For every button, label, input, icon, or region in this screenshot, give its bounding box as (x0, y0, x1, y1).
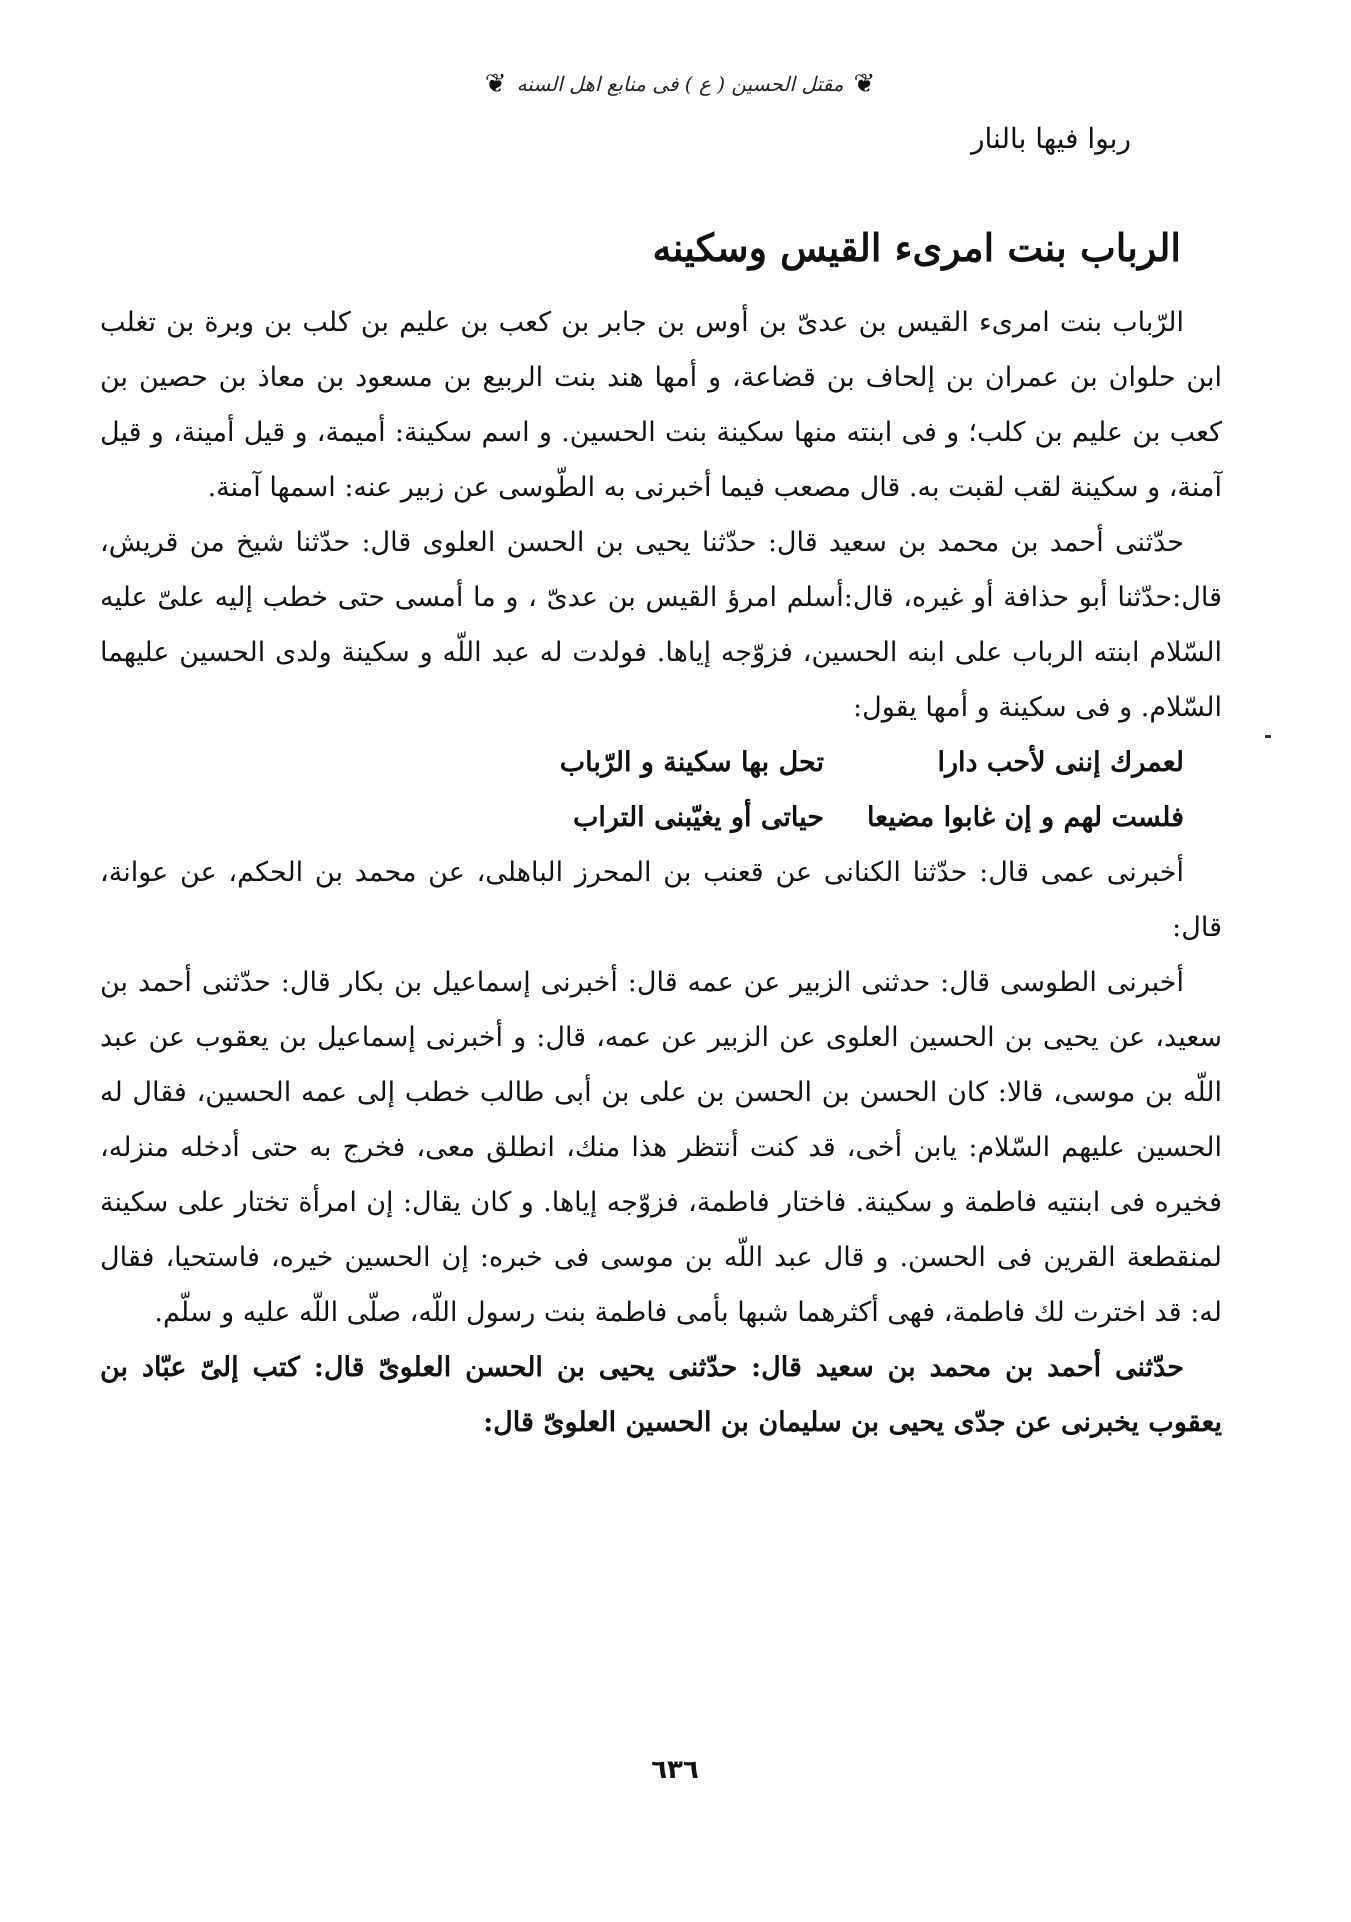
page-number: ٦٣٦ (651, 1755, 699, 1785)
continuation-line: ربوا فيها بالنار (971, 122, 1131, 155)
paragraph-4: أخبرنى الطوسى قال: حدثنى الزبير عن عمه قال: أخبرنى إسماعيل بن بكار قال: حدّثنى أحمد بن سعيد، عن يحيى بن الحسين العلوى عن الزبير عن عمه، قال: و أخبرنى إسماعيل بن يعقوب عن عبد اللّه بن موسى، قالا: كان الحسن بن الحسن بن على بن أبى طالب خطب إلى عمه الحسين، فقال له الحسين عليهم السّلام: يابن أخى، قد كنت أنتظر هذا منك، انطلق معى، فخرج به حتى أدخله منزله، فخيره فى ابنتيه فاطمة و سكينة. فاختار فاطمة، فزوّجه إياها. و كان يقال: إن امرأة تختار على سكينة لمنقطعة القرين فى الحسن. و قال عبد اللّه بن موسى فى خبره: إن الحسين خيره، فاستحيا، فقال له: قد اخترت لك فاطمة، فهى أكثرهما شبها بأمى فاطمة بنت رسول اللّه، صلّى اللّه عليه و سلّم. (100, 967, 1222, 1328)
paragraph-5: حدّثنى أحمد بن محمد بن سعيد قال: حدّثنى يحيى بن الحسن العلوىّ قال: كتب إلىّ عبّاد بن يعقوب يخبرنى عن جدّى يحيى بن سليمان بن الحسين العلوىّ قال: (100, 1352, 1222, 1438)
section-heading: الرباب بنت امرىء القيس وسكينه (652, 225, 1181, 270)
verse-line-1 (100, 735, 1222, 790)
body-text (100, 295, 1222, 1450)
running-header (440, 62, 920, 106)
verse-line-2 (100, 790, 1222, 845)
ornament-right-icon: ❦ (853, 69, 876, 99)
ornament-left-icon: ❦ (484, 69, 507, 99)
scan-speck (1265, 735, 1271, 738)
verse-2-second-hemistich: حياتى أو يغيّبنى التراب (572, 802, 824, 833)
paragraph-2: حدّثنى أحمد بن محمد بن سعيد قال: حدّثنا يحيى بن الحسن العلوى قال: حدّثنا شيخ من قريش، قال:حدّثنا أبو حذافة أو غيره، قال:أسلم امرؤ القيس بن عدىّ ، و ما أمسى حتى خطب إليه علىّ عليه السّلام ابنته الرباب على ابنه الحسين، فزوّجه إياها. فولدت له عبد اللّه و سكينة ولدى الحسين عليهما السّلام. و فى سكينة و أمها يقول: (100, 527, 1222, 723)
verse-1-first-hemistich: لعمرك إننى لأحب دارا (937, 747, 1184, 778)
paragraph-1: الرّباب بنت امرىء القيس بن عدىّ بن أوس بن جابر بن كعب بن عليم بن كلب بن وبرة بن تغلب ابن حلوان بن عمران بن إلحاف بن قضاعة، و أمها هند بنت الربيع بن مسعود بن معاذ بن حصين بن كعب بن عليم بن كلب؛ و فى ابنته منها سكينة بنت الحسين. و اسم سكينة: أميمة، و قيل أمينة، و قيل آمنة، و سكينة لقب لقبت به. قال مصعب فيما أخبرنى به الطّوسى عن زبير عنه: اسمها آمنة. (100, 307, 1222, 503)
verse-1-second-hemistich: تحل بها سكينة و الرّباب (559, 747, 824, 778)
running-header-title: مقتل الحسين ( ع ) فى منابع اهل السنه (516, 72, 844, 96)
verse-2-first-hemistich: فلست لهم و إن غابوا مضيعا (866, 802, 1184, 833)
paragraph-3: أخبرنى عمى قال: حدّثنا الكنانى عن قعنب بن المحرز الباهلى، عن محمد بن الحكم، عن عوانة، قال: (100, 857, 1222, 943)
